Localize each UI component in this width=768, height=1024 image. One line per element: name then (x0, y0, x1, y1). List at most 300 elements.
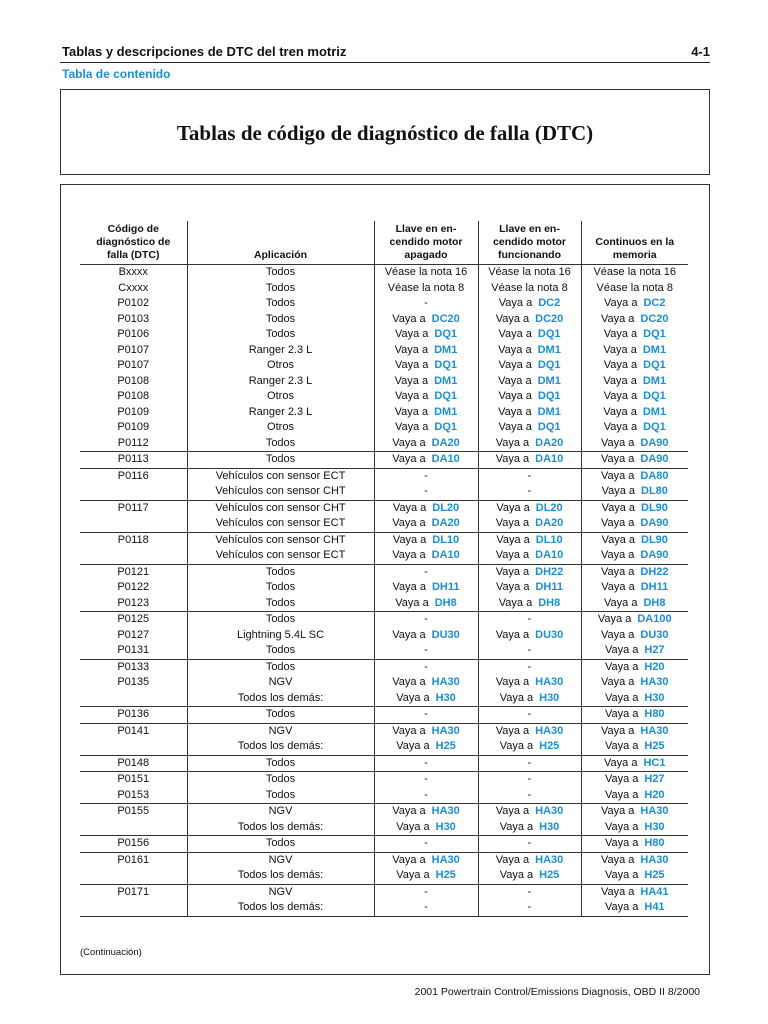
cell-line: P0109 (117, 405, 150, 418)
pinpoint-test-link[interactable]: HA41 (640, 885, 669, 898)
cell-line: Todos (265, 708, 296, 720)
koeo-cell (374, 884, 478, 916)
go-to-reference (479, 820, 581, 836)
cell-line: P0122 (117, 581, 150, 593)
go-to-label: Vaya a (603, 343, 637, 356)
pinpoint-test-link[interactable]: DC20 (535, 312, 564, 325)
pinpoint-test-link[interactable]: DQ1 (434, 390, 458, 402)
cell-line: P0136 (117, 708, 150, 720)
column-header-line: falla (DTC) (107, 249, 160, 261)
go-to-reference (375, 452, 478, 468)
pinpoint-test-link[interactable]: DU30 (431, 628, 460, 641)
go-to-label: Vaya a (495, 312, 530, 325)
koeo-cell (374, 265, 478, 452)
pinpoint-test-link[interactable]: HA30 (431, 853, 460, 866)
pinpoint-test-link[interactable]: H30 (644, 691, 665, 704)
go-to-reference (375, 820, 478, 836)
go-to-reference (582, 296, 689, 312)
column-header-line: funcionando (498, 249, 561, 261)
cell-line: P0171 (117, 885, 150, 898)
memory-cell (581, 659, 688, 707)
go-to-reference (582, 420, 689, 436)
cell-line: Vehículos con sensor CHT (215, 501, 346, 514)
go-to-reference (375, 580, 478, 596)
application-cell (187, 500, 374, 532)
pinpoint-test-link[interactable]: DL10 (535, 533, 563, 546)
page-number: 4-1 (691, 44, 710, 59)
pinpoint-test-link[interactable]: H80 (644, 837, 665, 849)
memory-cell (581, 836, 688, 853)
koer-cell (478, 836, 581, 853)
pinpoint-test-link[interactable]: DQ1 (643, 359, 666, 371)
go-to-label: Vaya a (394, 405, 429, 418)
pinpoint-test-link[interactable]: H20 (644, 788, 665, 801)
go-to-label: Vaya a (603, 405, 637, 418)
go-to-reference (375, 675, 478, 691)
pinpoint-test-link[interactable]: H25 (435, 740, 456, 752)
go-to-label: Vaya a (604, 660, 639, 673)
memory-cell (581, 265, 688, 452)
go-to-label: Vaya a (394, 421, 429, 433)
table-header-row (80, 221, 688, 265)
pinpoint-test-link[interactable]: DM1 (537, 343, 561, 356)
pinpoint-test-link[interactable]: H30 (435, 820, 456, 833)
pinpoint-test-link[interactable]: H25 (539, 740, 560, 752)
go-to-label: Vaya a (495, 628, 530, 641)
pinpoint-test-link[interactable]: DA90 (640, 549, 669, 561)
pinpoint-test-link[interactable]: DH11 (431, 581, 460, 593)
go-to-reference (479, 628, 581, 644)
go-to-label: Vaya a (392, 676, 426, 688)
cell-line: Vehículos con sensor ECT (215, 517, 346, 529)
go-to-reference (375, 533, 478, 549)
go-to-label: Vaya a (600, 565, 635, 578)
pinpoint-test-link[interactable]: DA20 (431, 517, 460, 529)
pinpoint-test-link[interactable]: DQ1 (537, 359, 561, 371)
dtc-cell (80, 564, 187, 612)
pinpoint-test-link[interactable]: DL80 (641, 485, 668, 497)
go-to-label: Vaya a (392, 312, 426, 325)
go-to-reference (582, 739, 689, 755)
go-to-label: Vaya a (495, 724, 530, 737)
pinpoint-test-link[interactable]: H41 (644, 901, 665, 913)
pinpoint-test-link[interactable]: DM1 (434, 405, 458, 418)
cell-line: - (424, 660, 428, 673)
application-cell (187, 707, 374, 724)
go-to-reference (479, 739, 581, 755)
go-to-reference (479, 436, 581, 452)
go-to-reference (375, 405, 478, 421)
go-to-label: Vaya a (495, 517, 530, 529)
go-to-reference (582, 327, 689, 343)
pinpoint-test-link[interactable]: DA20 (535, 436, 564, 449)
cell-line (80, 820, 187, 836)
cell-line: P0116 (117, 469, 149, 482)
column-header-line: apagado (404, 249, 448, 261)
pinpoint-test-link[interactable]: DQ1 (643, 390, 666, 402)
table-row (80, 804, 688, 836)
go-to-reference (582, 772, 689, 788)
pinpoint-test-link[interactable]: DU30 (640, 628, 669, 641)
cell-line: - (527, 901, 532, 913)
header-rule (60, 62, 710, 63)
cell-line: Véase la nota 16 (593, 266, 677, 278)
cell-line: Todos (265, 660, 296, 673)
koer-cell (478, 500, 581, 532)
pinpoint-test-link[interactable]: DA20 (431, 436, 460, 449)
pinpoint-test-link[interactable]: DQ1 (434, 359, 458, 371)
go-to-reference (582, 501, 689, 517)
go-to-reference (375, 358, 478, 374)
pinpoint-test-link[interactable]: DM1 (642, 374, 667, 387)
pinpoint-test-link[interactable]: DL20 (535, 501, 563, 514)
pinpoint-test-link[interactable]: H30 (435, 691, 456, 704)
pinpoint-test-link[interactable]: DH11 (535, 581, 563, 593)
dtc-cell (80, 532, 187, 564)
pinpoint-test-link[interactable]: DQ1 (643, 328, 666, 340)
table-row (80, 755, 688, 772)
column-header (478, 221, 581, 265)
go-to-label: Vaya a (394, 343, 429, 356)
memory-cell (581, 612, 688, 660)
go-to-reference (479, 724, 581, 740)
pinpoint-test-link[interactable]: HA30 (431, 724, 460, 737)
pinpoint-test-link[interactable]: DL20 (432, 501, 460, 514)
cell-line: Véase la nota 8 (596, 281, 673, 294)
pinpoint-test-link[interactable]: H25 (435, 869, 456, 881)
cell-line: - (424, 565, 428, 578)
go-to-reference (582, 548, 689, 564)
pinpoint-test-link[interactable]: DA10 (535, 549, 564, 561)
go-to-label: Vaya a (499, 740, 534, 752)
pinpoint-test-link[interactable]: DH8 (538, 596, 561, 609)
application-cell (187, 659, 374, 707)
pinpoint-test-link[interactable]: DQ1 (537, 421, 561, 433)
pinpoint-test-link[interactable]: DQ1 (537, 390, 561, 402)
go-to-label: Vaya a (604, 820, 639, 833)
pinpoint-test-link[interactable]: HA30 (535, 853, 564, 866)
cell-line (80, 548, 187, 564)
pinpoint-test-link[interactable]: DH22 (535, 565, 564, 578)
go-to-label: Vaya a (601, 581, 635, 593)
go-to-label: Vaya a (604, 708, 639, 720)
pinpoint-test-link[interactable]: HC1 (643, 756, 666, 769)
cell-line (80, 900, 187, 916)
koeo-cell (374, 612, 478, 660)
pinpoint-test-link[interactable]: DA90 (640, 517, 669, 529)
pinpoint-test-link[interactable]: DH11 (640, 581, 669, 593)
cell-line: Cxxxx (118, 281, 149, 294)
pinpoint-test-link[interactable]: DC20 (640, 312, 669, 325)
koer-cell (478, 564, 581, 612)
pinpoint-test-link[interactable]: DA90 (640, 436, 669, 449)
go-to-label: Vaya a (498, 297, 533, 309)
cell-line: Lightning 5.4L SC (236, 628, 325, 641)
go-to-reference (375, 548, 478, 564)
table-row (80, 265, 688, 452)
cell-line: P0141 (117, 724, 150, 737)
pinpoint-test-link[interactable]: HA30 (640, 724, 669, 737)
dtc-cell (80, 884, 187, 916)
pinpoint-test-link[interactable]: DA90 (640, 453, 669, 465)
pinpoint-test-link[interactable]: HA30 (640, 676, 669, 688)
go-to-label: Vaya a (392, 501, 427, 514)
pinpoint-test-link[interactable]: H30 (539, 820, 560, 833)
cell-line: - (424, 885, 428, 898)
koeo-cell (374, 564, 478, 612)
cell-line: Todos (265, 756, 296, 769)
cell-line: P0133 (117, 660, 150, 673)
cell-line: - (527, 485, 532, 497)
pinpoint-test-link[interactable]: HA30 (535, 676, 564, 688)
pinpoint-test-link[interactable]: DC20 (431, 312, 460, 325)
go-to-reference (582, 389, 689, 405)
go-to-reference (375, 436, 478, 452)
cell-line: P0103 (117, 312, 150, 325)
cell-line: Todos (265, 581, 296, 593)
column-header (80, 221, 187, 265)
go-to-reference (375, 853, 478, 869)
cell-line (80, 739, 187, 755)
koeo-cell (374, 772, 478, 804)
go-to-label: Vaya a (392, 628, 426, 641)
page-footer: 2001 Powertrain Control/Emissions Diagnosis, OBD II 8/2000 (414, 986, 700, 998)
dtc-cell (80, 723, 187, 755)
column-header-line: cendido motor (493, 236, 566, 248)
memory-cell (581, 564, 688, 612)
pinpoint-test-link[interactable]: H25 (644, 869, 665, 881)
table-row (80, 836, 688, 853)
application-cell (187, 852, 374, 884)
koer-cell (478, 612, 581, 660)
cell-line: Todos los demás: (237, 901, 324, 913)
cell-line: P0106 (117, 328, 150, 340)
pinpoint-test-link[interactable]: HA30 (431, 676, 460, 688)
cell-line (80, 868, 187, 884)
dtc-table (80, 221, 688, 917)
pinpoint-test-link[interactable]: DQ1 (537, 328, 561, 340)
table-row (80, 500, 688, 532)
go-to-label: Vaya a (395, 596, 429, 609)
go-to-label: Vaya a (392, 533, 427, 546)
pinpoint-test-link[interactable]: H27 (644, 773, 665, 785)
go-to-reference (582, 358, 689, 374)
cell-line: NGV (268, 885, 293, 898)
pinpoint-test-link[interactable]: DU30 (535, 628, 564, 641)
koer-cell (478, 755, 581, 772)
go-to-reference (582, 374, 689, 390)
go-to-reference (479, 596, 581, 612)
pinpoint-test-link[interactable]: HA30 (640, 853, 669, 866)
pinpoint-test-link[interactable]: DA20 (535, 517, 564, 529)
go-to-label: Vaya a (600, 517, 635, 529)
go-to-label: Vaya a (603, 390, 638, 402)
go-to-reference (479, 312, 581, 328)
dtc-cell (80, 265, 187, 452)
cell-line: - (527, 613, 532, 625)
application-cell (187, 755, 374, 772)
koer-cell (478, 723, 581, 755)
pinpoint-test-link[interactable]: DH8 (643, 596, 666, 609)
cell-line: Vehículos con sensor ECT (215, 469, 346, 482)
go-to-label: Vaya a (604, 596, 638, 609)
go-to-reference (375, 516, 478, 532)
go-to-label: Vaya a (600, 724, 635, 737)
go-to-label: Vaya a (604, 773, 639, 785)
go-to-label: Vaya a (600, 885, 635, 898)
koer-cell (478, 772, 581, 804)
cell-line: P0156 (117, 837, 150, 849)
pinpoint-test-link[interactable]: DC2 (643, 297, 666, 309)
pinpoint-test-link[interactable]: DQ1 (643, 421, 666, 433)
cell-line: - (527, 837, 532, 849)
dtc-cell (80, 612, 187, 660)
pinpoint-test-link[interactable]: DM1 (434, 343, 458, 356)
go-to-label: Vaya a (601, 533, 636, 546)
pinpoint-test-link[interactable]: H30 (644, 820, 665, 833)
go-to-label: Vaya a (496, 501, 530, 514)
pinpoint-test-link[interactable]: DA80 (640, 469, 669, 482)
go-to-label: Vaya a (604, 740, 639, 752)
cell-line: - (424, 756, 428, 769)
cell-line: P0107 (117, 343, 150, 356)
table-row (80, 723, 688, 755)
pinpoint-test-link[interactable]: DM1 (642, 405, 667, 418)
dtc-cell (80, 707, 187, 724)
table-row (80, 884, 688, 916)
koeo-cell (374, 852, 478, 884)
go-to-label: Vaya a (600, 436, 635, 449)
cell-line: - (527, 788, 532, 801)
dtc-cell (80, 659, 187, 707)
cell-line: Ranger 2.3 L (248, 405, 313, 418)
cell-line: - (424, 485, 428, 497)
cell-line: Todos (265, 644, 296, 656)
pinpoint-test-link[interactable]: DA10 (431, 549, 460, 561)
cell-line: Todos (265, 773, 296, 785)
dtc-table-frame (60, 184, 710, 975)
go-to-reference (375, 724, 478, 740)
pinpoint-test-link[interactable]: DM1 (434, 374, 458, 387)
go-to-reference (375, 343, 478, 359)
go-to-reference (582, 724, 689, 740)
go-to-label: Vaya a (396, 820, 430, 833)
pinpoint-test-link[interactable]: DL90 (641, 533, 668, 546)
pinpoint-test-link[interactable]: DM1 (537, 405, 561, 418)
go-to-reference (479, 343, 581, 359)
cell-line: Ranger 2.3 L (248, 374, 313, 387)
pinpoint-test-link[interactable]: DQ1 (434, 328, 458, 340)
koer-cell (478, 852, 581, 884)
go-to-label: Vaya a (495, 565, 530, 578)
pinpoint-test-link[interactable]: H27 (644, 644, 665, 656)
cell-line: P0125 (117, 613, 150, 625)
go-to-reference (479, 327, 581, 343)
table-of-contents-link[interactable]: Tabla de contenido (62, 67, 171, 81)
go-to-reference (582, 436, 689, 452)
pinpoint-test-link[interactable]: DC2 (538, 297, 561, 309)
koeo-cell (374, 532, 478, 564)
go-to-reference (479, 405, 581, 421)
pinpoint-test-link[interactable]: H20 (644, 660, 665, 673)
column-header-line: memoria (612, 249, 657, 261)
go-to-reference (582, 565, 689, 581)
pinpoint-test-link[interactable]: DL90 (641, 501, 668, 514)
go-to-reference (375, 868, 478, 884)
go-to-reference (582, 675, 689, 691)
pinpoint-test-link[interactable]: HA30 (640, 805, 669, 817)
go-to-reference (375, 804, 478, 820)
go-to-reference (375, 374, 478, 390)
cell-line: - (424, 837, 428, 849)
go-to-label: Vaya a (600, 628, 635, 641)
pinpoint-test-link[interactable]: DA10 (535, 453, 564, 465)
cell-line: P0161 (117, 853, 150, 866)
go-to-label: Vaya a (603, 421, 638, 433)
go-to-reference (582, 885, 689, 901)
koer-cell (478, 265, 581, 452)
go-to-reference (582, 820, 689, 836)
table-row (80, 659, 688, 707)
pinpoint-test-link[interactable]: DH8 (434, 596, 457, 609)
table-row (80, 707, 688, 724)
go-to-label: Vaya a (604, 297, 638, 309)
pinpoint-test-link[interactable]: DM1 (537, 374, 561, 387)
cell-line: Todos (265, 453, 296, 465)
go-to-label: Vaya a (495, 805, 530, 817)
column-header-line: Aplicación (253, 249, 308, 261)
pinpoint-test-link[interactable]: DH22 (640, 565, 669, 578)
cell-line: - (424, 708, 428, 720)
pinpoint-test-link[interactable]: DM1 (642, 343, 667, 356)
cell-line: Todos (265, 281, 296, 294)
go-to-reference (582, 405, 689, 421)
go-to-label: Vaya a (601, 485, 636, 497)
cell-line: Todos (265, 436, 296, 449)
pinpoint-test-link[interactable]: DA100 (637, 613, 672, 625)
go-to-label: Vaya a (392, 853, 426, 866)
go-to-label: Vaya a (498, 596, 533, 609)
go-to-label: Vaya a (392, 581, 426, 593)
pinpoint-test-link[interactable]: DA10 (431, 453, 460, 465)
cell-line: - (527, 773, 532, 785)
memory-cell (581, 884, 688, 916)
pinpoint-test-link[interactable]: HA30 (535, 724, 564, 737)
cell-line: P0148 (117, 756, 150, 769)
pinpoint-test-link[interactable]: HA30 (431, 805, 460, 817)
column-header (374, 221, 478, 265)
cell-line: P0117 (117, 501, 149, 514)
go-to-label: Vaya a (498, 405, 532, 418)
cell-line: Bxxxx (118, 266, 148, 278)
go-to-label: Vaya a (392, 805, 426, 817)
dtc-cell (80, 836, 187, 853)
pinpoint-test-link[interactable]: H80 (644, 708, 665, 720)
application-cell (187, 723, 374, 755)
cell-line (80, 484, 187, 500)
go-to-reference (479, 296, 581, 312)
pinpoint-test-link[interactable]: H25 (644, 740, 665, 752)
pinpoint-test-link[interactable]: DQ1 (434, 421, 458, 433)
go-to-label: Vaya a (604, 901, 639, 913)
pinpoint-test-link[interactable]: H25 (539, 869, 560, 881)
pinpoint-test-link[interactable]: H30 (539, 691, 560, 704)
cell-line: NGV (268, 853, 293, 866)
pinpoint-test-link[interactable]: HA30 (535, 805, 564, 817)
cell-line: Todos los demás: (237, 740, 324, 752)
pinpoint-test-link[interactable]: DL10 (432, 533, 460, 546)
document-title: Tablas de código de diagnóstico de falla (DTC) (176, 121, 594, 145)
